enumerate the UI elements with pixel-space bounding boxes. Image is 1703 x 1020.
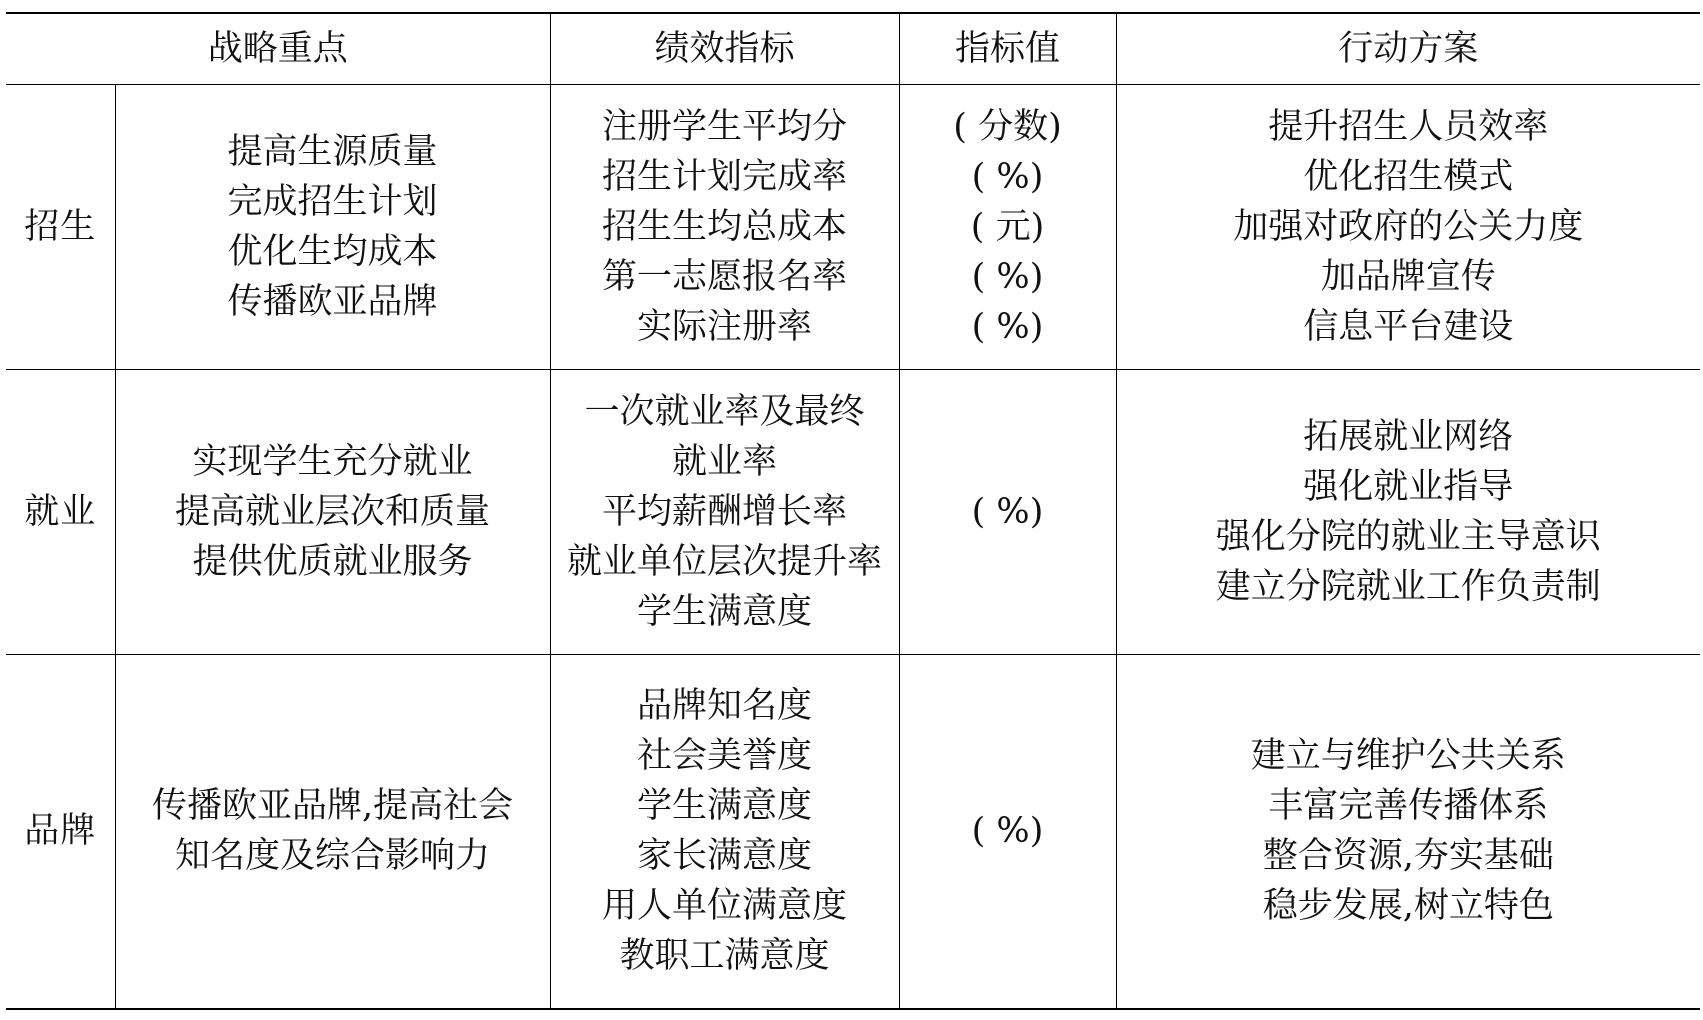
value-item: ( %) [971,811,1044,852]
indicator-item: 就业单位层次提升率 [567,541,883,582]
table-row [6,654,1700,1009]
value-cell [899,654,1116,1009]
indicator-cell [550,84,899,369]
value-item: ( 分数) [953,106,1062,147]
header-indicator-value: 指标值 [899,13,1116,84]
indicator-item: 实际注册率 [637,306,813,347]
focus-item: 完成招生计划 [227,181,438,222]
value-item: ( 元) [970,206,1045,247]
action-item: 提升招生人员效率 [1268,106,1549,147]
indicator-item: 家长满意度 [637,836,813,877]
indicator-item: 社会美誉度 [637,736,813,777]
action-item: 整合资源,夯实基础 [1262,836,1554,877]
indicator-item: 学生满意度 [637,591,813,632]
indicator-item: 用人单位满意度 [602,886,848,927]
header-performance-indicator: 绩效指标 [550,13,899,84]
indicator-cell [550,654,899,1009]
indicator-item: 一次就业率及最终就业率 [584,391,865,482]
focus-item: 实现学生充分就业 [192,441,473,482]
focus-cell [115,369,550,654]
action-item: 稳步发展,树立特色 [1262,886,1554,927]
category-cell: 就业 [6,369,115,654]
action-item: 强化分院的就业主导意识 [1215,516,1601,557]
value-item: ( %) [971,256,1044,297]
indicator-item: 教职工满意度 [619,936,830,977]
value-item: ( %) [971,491,1044,532]
indicator-item: 注册学生平均分 [602,106,848,147]
focus-cell [115,654,550,1009]
action-item: 建立与维护公共关系 [1250,736,1566,777]
focus-item: 优化生均成本 [227,231,438,272]
header-row [6,13,1700,84]
value-cell [899,84,1116,369]
value-cell [899,369,1116,654]
action-cell [1116,84,1700,369]
indicator-item: 招生生均总成本 [602,206,848,247]
action-item: 拓展就业网络 [1303,416,1514,457]
table-row [6,84,1700,369]
indicator-item: 品牌知名度 [637,686,813,727]
indicator-item: 招生计划完成率 [602,156,848,197]
header-action-plan: 行动方案 [1116,13,1700,84]
action-item: 建立分院就业工作负责制 [1215,566,1601,607]
action-item: 优化招生模式 [1303,156,1514,197]
value-item: ( %) [971,306,1044,347]
action-item: 加强对政府的公关力度 [1233,206,1584,247]
indicator-item: 第一志愿报名率 [602,256,848,297]
indicator-cell [550,369,899,654]
category-cell: 招生 [6,84,115,369]
action-item: 强化就业指导 [1303,466,1514,507]
focus-item: 提高生源质量 [227,131,438,172]
focus-item: 提高就业层次和质量 [175,491,491,532]
action-item: 加品牌宣传 [1320,256,1496,297]
value-item: ( %) [971,156,1044,197]
table-row [6,369,1700,654]
action-cell [1116,369,1700,654]
focus-item: 提供优质就业服务 [192,541,473,582]
action-item: 丰富完善传播体系 [1268,786,1549,827]
indicator-item: 学生满意度 [637,786,813,827]
header-strategic-focus: 战略重点 [6,13,550,84]
category-cell: 品牌 [6,654,115,1009]
action-item: 信息平台建设 [1303,306,1514,347]
strategy-table [6,12,1700,1010]
action-cell [1116,654,1700,1009]
focus-item: 传播欧亚品牌,提高社会知名度及综合影响力 [151,786,514,877]
focus-cell [115,84,550,369]
focus-item: 传播欧亚品牌 [227,281,438,322]
indicator-item: 平均薪酬增长率 [602,491,848,532]
